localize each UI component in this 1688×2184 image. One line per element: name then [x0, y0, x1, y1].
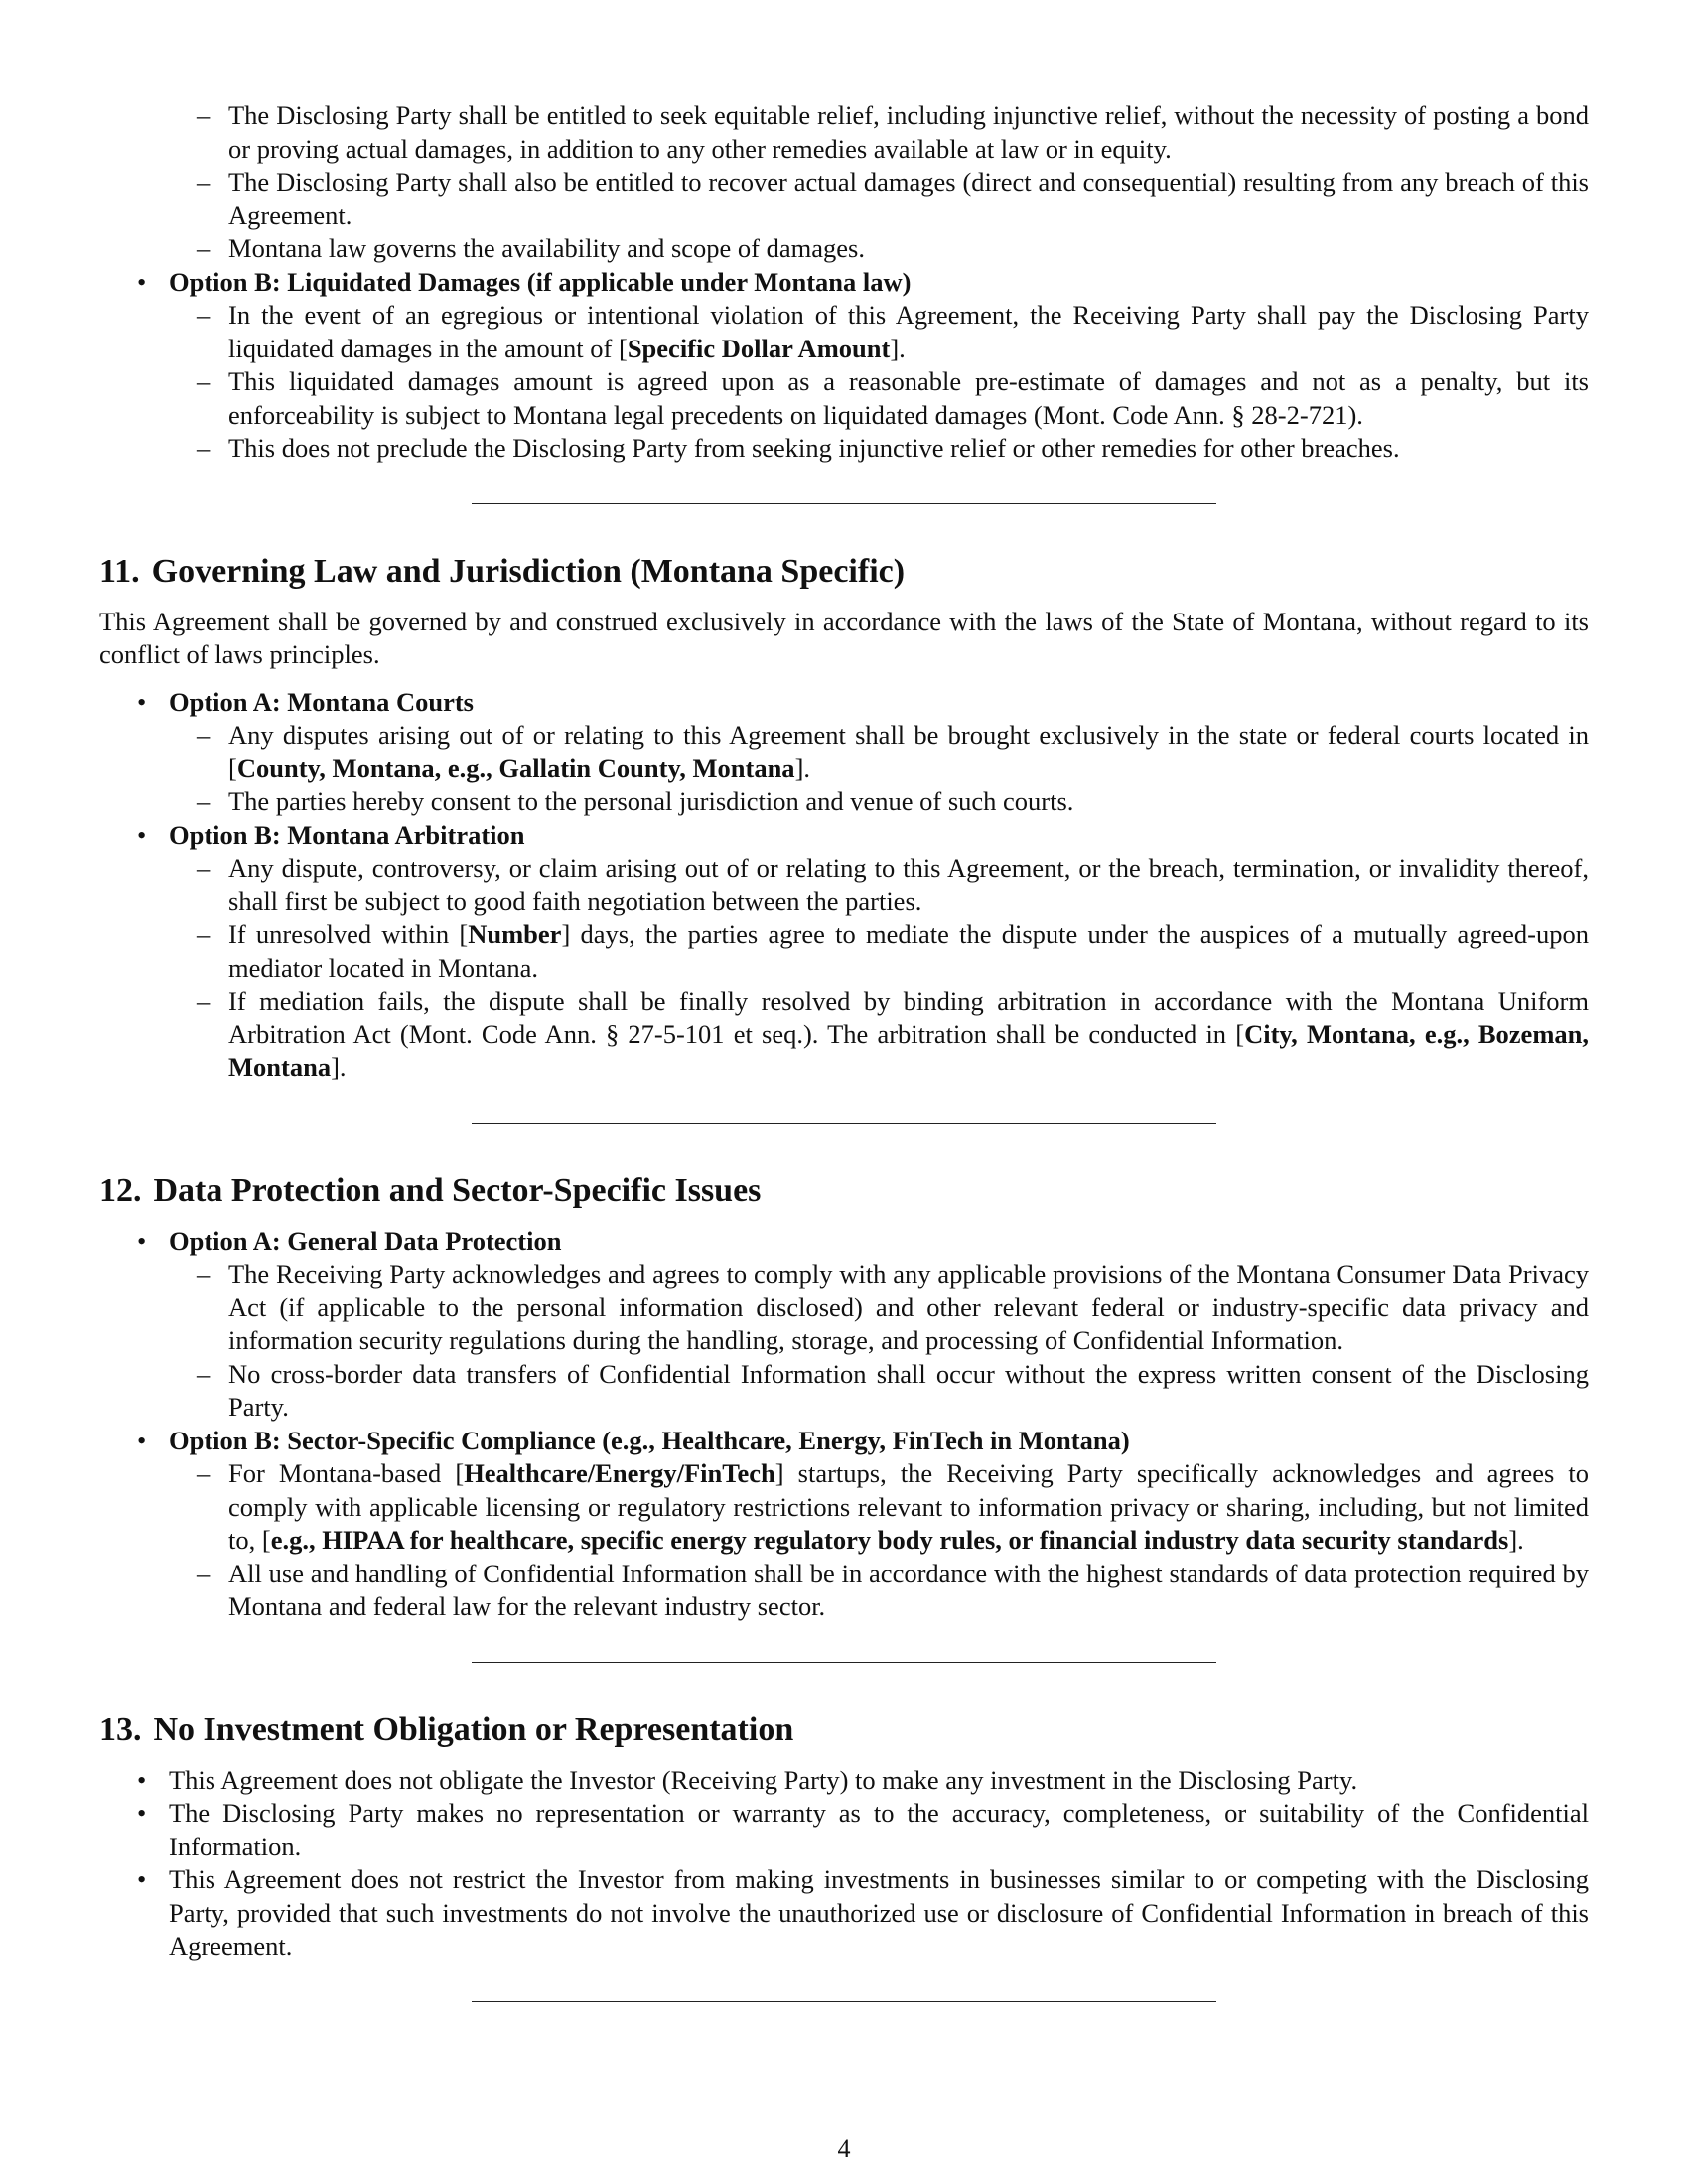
option-label: Option A: General Data Protection: [169, 1225, 562, 1256]
page-number: 4: [837, 2134, 851, 2163]
list-item: – This does not preclude the Disclosing Party from seeking injunctive relief or other remedies for other breaches.: [197, 433, 1400, 463]
section-12-heading: 12. Data Protection and Sector-Specific Issues: [99, 1171, 762, 1209]
list-item: – If unresolved within [Number] days, the parties agree to mediate the dispute under the auspices of a mutually agreed-upon mediator located in Montana.: [197, 919, 1589, 983]
section-13-heading: 13. No Investment Obligation or Representation: [99, 1710, 794, 1748]
list-item: – Any disputes arising out of or relating to this Agreement shall be brought exclusively in the state or federal courts located in [County, Montana, e.g., Gallatin County, Montana].: [197, 720, 1589, 783]
section-divider: [472, 1662, 1216, 1663]
section-divider: [472, 1123, 1216, 1124]
list-item: – If mediation fails, the dispute shall be finally resolved by binding arbitration in accordance with the Montana Uniform Arbitration Act (Mont. Code Ann. § 27-5-101 et seq.). The arbitration shall be conducted in [City, Montana, e.g., Bozeman, Montana].: [197, 986, 1590, 1082]
bullet-icon: •: [137, 1764, 147, 1795]
list-item: – The Disclosing Party shall also be entitled to recover actual damages (direct and consequential) resulting from any breach of this Agreement.: [197, 167, 1589, 230]
damages-option-a-list: [99, 99, 1589, 266]
list-item: – No cross-border data transfers of Confidential Information shall occur without the express written consent of the Disclosing Party.: [197, 1358, 1589, 1422]
list-item: • This Agreement does not restrict the Investor from making investments in businesses similar to or competing with the Disclosing Party, provided that such investments do not involve the unauthorized use or disclosure of Confidential Information in breach of this Agreement.: [137, 1864, 1589, 1961]
section-11-options: [99, 686, 1589, 1085]
list-item: – In the event of an egregious or intentional violation of this Agreement, the Receiving Party shall pay the Disclosing Party liquidated damages in the amount of [Specific Dollar Amount].: [197, 300, 1589, 363]
list-item: – Any dispute, controversy, or claim arising out of or relating to this Agreement, or the breach, termination, or invalidity thereof, shall first be subject to good faith negotiation between the parties.: [197, 853, 1589, 916]
list-item: – The Disclosing Party shall be entitled to seek equitable relief, including injunctive relief, without the necessity of posting a bond or proving actual damages, in addition to any other remedies available at law or in equity.: [197, 100, 1589, 164]
option-label: Option B: Sector-Specific Compliance (e.g., Healthcare, Energy, FinTech in Montana): [169, 1425, 1130, 1455]
list-item: – Montana law governs the availability and scope of damages.: [197, 233, 865, 263]
document-page: [99, 99, 1589, 2002]
list-item: – The parties hereby consent to the personal jurisdiction and venue of such courts.: [197, 786, 1074, 816]
section-12-options: [99, 1225, 1589, 1624]
list-item: • The Disclosing Party makes no representation or warranty as to the accuracy, completeness, or suitability of the Confidential Information.: [137, 1798, 1589, 1861]
list-item: – This liquidated damages amount is agreed upon as a reasonable pre-estimate of damages and not as a penalty, but its enforceability is subject to Montana legal precedents on liquidated damages (Mont. Code Ann. § 28-2-721).: [197, 366, 1589, 430]
section-11-heading: 11. Governing Law and Jurisdiction (Montana Specific): [99, 552, 906, 590]
bullet-icon: •: [137, 1864, 147, 1894]
section-11-intro: This Agreement shall be governed by and construed exclusively in accordance with the laws of the State of Montana, without regard to its conflict of laws principles.: [99, 606, 1589, 669]
list-item: • This Agreement does not obligate the Investor (Receiving Party) to make any investment in the Disclosing Party.: [99, 1764, 1589, 1798]
damages-option-b: [99, 266, 1589, 466]
bullet-icon: •: [137, 266, 147, 297]
option-label: Option B: Liquidated Damages (if applicable under Montana law): [169, 266, 912, 297]
list-item: – For Montana-based [Healthcare/Energy/FinTech] startups, the Receiving Party specifically acknowledges and agrees to comply with applicable licensing or regulatory restrictions relevant to information privacy or sharing, including, but not limited to, [e.g., HIPAA for healthcare, specific energy regulatory body rules, or financial industry data security standards].: [197, 1458, 1589, 1555]
list-item: – All use and handling of Confidential Information shall be in accordance with the highest standards of data protection required by Montana and federal law for the relevant industry sector.: [197, 1558, 1589, 1621]
section-divider: [472, 2001, 1216, 2002]
section-13-list: [99, 1764, 1589, 1964]
option-label: Option A: Montana Courts: [169, 686, 474, 717]
bullet-icon: •: [137, 819, 147, 850]
bullet-icon: •: [137, 1798, 147, 1828]
bullet-icon: •: [137, 1425, 147, 1455]
option-label: Option B: Montana Arbitration: [169, 819, 525, 850]
bullet-icon: •: [137, 1225, 147, 1256]
list-item: – The Receiving Party acknowledges and agrees to comply with any applicable provisions of the Montana Consumer Data Privacy Act (if applicable to the personal information disclosed) and other relevant federal or industry-specific data privacy and information security regulations during the handling, storage, and processing of Confidential Information.: [197, 1259, 1589, 1355]
bullet-icon: •: [137, 686, 147, 717]
section-divider: [472, 503, 1216, 504]
